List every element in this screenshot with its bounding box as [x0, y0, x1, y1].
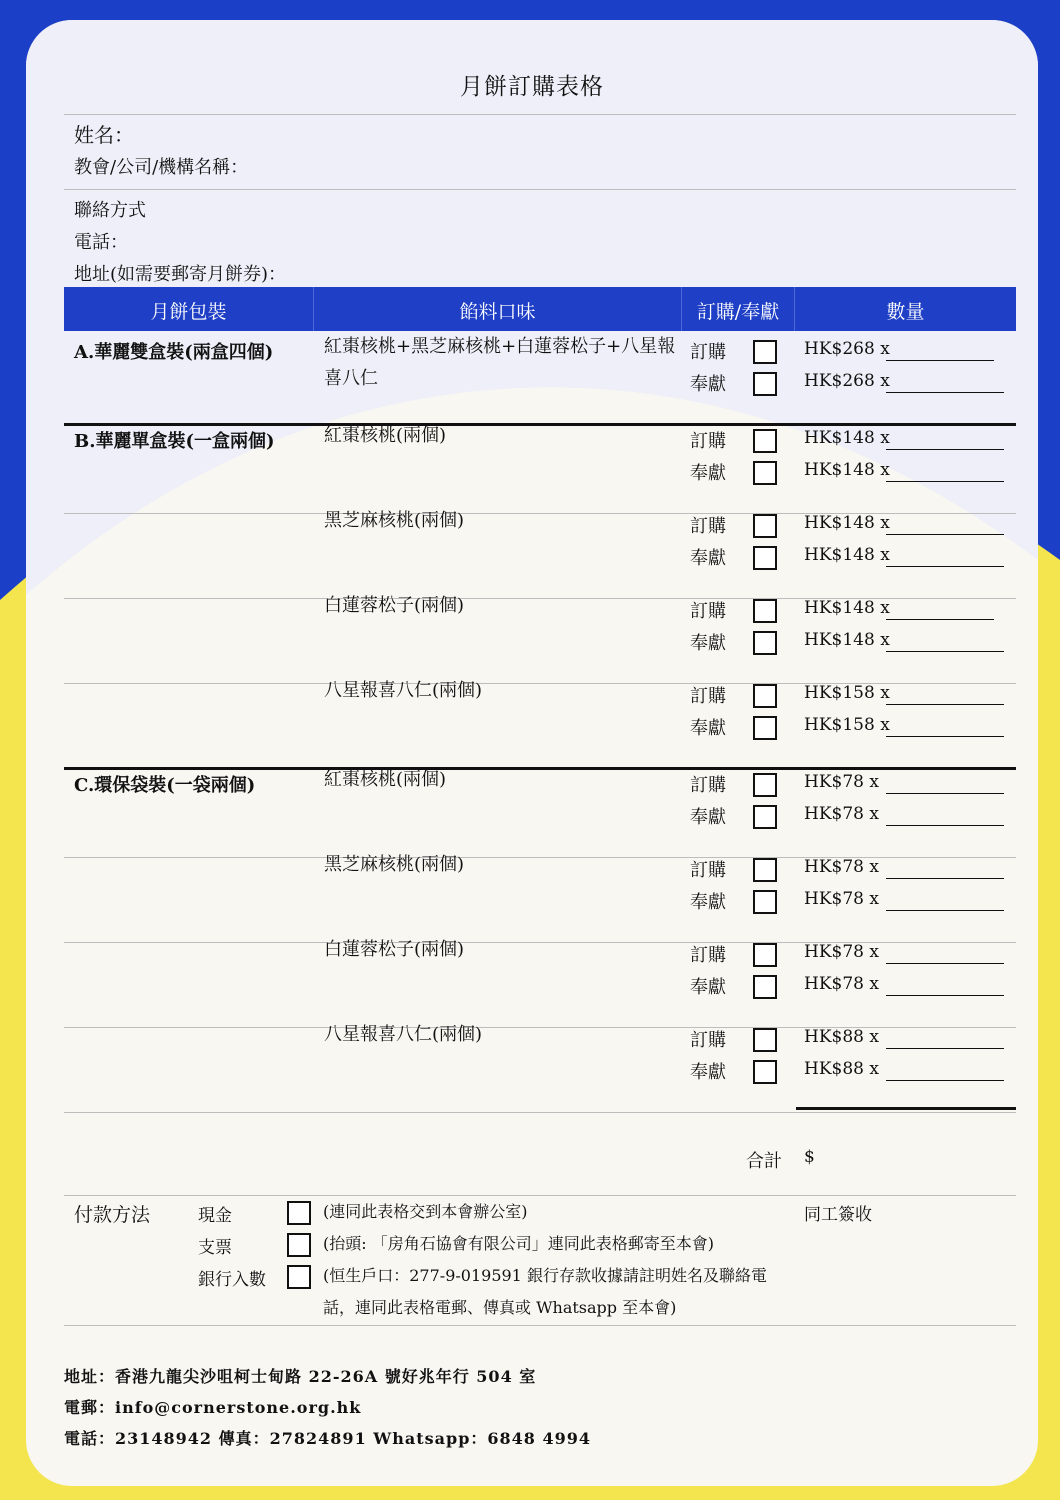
payment-cash-checkbox[interactable] — [287, 1201, 311, 1225]
order-price: HK$78 x — [804, 772, 879, 792]
donate-quantity-line[interactable] — [886, 995, 1004, 996]
divider — [64, 114, 1016, 115]
donate-label: 奉獻 — [690, 892, 726, 913]
package-a-label: A.華麗雙盒裝(兩盒四個) — [74, 342, 274, 363]
flavor-label: 紅棗核桃(兩個) — [324, 425, 447, 446]
donate-price: HK$158 x — [804, 715, 890, 735]
package-c-label: C.環保袋裝(一袋兩個) — [74, 775, 256, 796]
order-price: HK$78 x — [804, 942, 879, 962]
donate-label: 奉獻 — [690, 463, 726, 484]
organization-field-label: 教會/公司/機構名稱： — [74, 157, 249, 178]
donate-label: 奉獻 — [690, 1062, 726, 1083]
header-package: 月餅包裝 — [150, 301, 227, 323]
donate-quantity-line[interactable] — [886, 481, 1004, 482]
payment-method-cash-label: 現金 — [198, 1206, 232, 1226]
order-checkbox[interactable] — [753, 340, 777, 364]
order-label: 訂購 — [690, 860, 726, 881]
donate-price: HK$268 x — [804, 371, 890, 391]
header-quantity: 數量 — [886, 301, 925, 323]
order-quantity-line[interactable] — [886, 360, 994, 361]
row-divider — [64, 1112, 1016, 1113]
order-checkbox[interactable] — [753, 684, 777, 708]
name-field-label: 姓名： — [74, 123, 134, 147]
donate-price: HK$78 x — [804, 804, 879, 824]
donate-quantity-line[interactable] — [886, 566, 1004, 567]
package-b-label: B.華麗單盒裝(一盒兩個) — [74, 431, 275, 452]
order-label: 訂購 — [690, 686, 726, 707]
order-checkbox[interactable] — [753, 429, 777, 453]
total-label: 合計 — [746, 1151, 782, 1172]
staff-signature-label: 同工簽收 — [804, 1205, 872, 1225]
payment-bank-desc: (恒生戶口：277-9-019591 銀行存款收據請註明姓名及聯絡電話，連同此表格電郵、傳真或 Whatsapp 至本會) — [323, 1266, 767, 1317]
order-label: 訂購 — [690, 1030, 726, 1051]
donate-label: 奉獻 — [690, 807, 726, 828]
donate-checkbox[interactable] — [753, 890, 777, 914]
order-quantity-line[interactable] — [886, 793, 1004, 794]
donate-price: HK$148 x — [804, 545, 890, 565]
order-quantity-line[interactable] — [886, 619, 994, 620]
flavor-label: 黑芝麻核桃(兩個) — [324, 854, 465, 875]
order-price: HK$148 x — [804, 513, 890, 533]
donate-label: 奉獻 — [690, 977, 726, 998]
form-title: 月餅訂購表格 — [460, 74, 604, 100]
flavor-label: 紅棗核桃+黑芝麻核桃+白蓮蓉松子+八星報喜八仁 — [324, 336, 676, 389]
order-label: 訂購 — [690, 431, 726, 452]
footer-phones: 電話：23148942 傳真：27824891 Whatsapp：6848 4994 — [64, 1429, 592, 1448]
order-quantity-line[interactable] — [886, 963, 1004, 964]
payment-title: 付款方法 — [74, 1204, 151, 1226]
order-label: 訂購 — [690, 945, 726, 966]
contact-method-label: 聯絡方式 — [74, 200, 146, 221]
order-price: HK$88 x — [804, 1027, 879, 1047]
order-label: 訂購 — [690, 775, 726, 796]
flavor-label: 黑芝麻核桃(兩個) — [324, 510, 465, 531]
order-checkbox[interactable] — [753, 773, 777, 797]
payment-cash-desc: (連同此表格交到本會辦公室) — [323, 1202, 528, 1221]
footer-address: 地址：香港九龍尖沙咀柯士甸路 22-26A 號好兆年行 504 室 — [64, 1367, 537, 1386]
donate-label: 奉獻 — [690, 718, 726, 739]
donate-checkbox[interactable] — [753, 975, 777, 999]
donate-checkbox[interactable] — [753, 716, 777, 740]
footer-email: 電郵：info@cornerstone.org.hk — [64, 1398, 362, 1417]
donate-quantity-line[interactable] — [886, 1080, 1004, 1081]
total-rule — [796, 1107, 1016, 1110]
order-price: HK$78 x — [804, 857, 879, 877]
donate-checkbox[interactable] — [753, 372, 777, 396]
donate-quantity-line[interactable] — [886, 392, 1004, 393]
payment-cheque-checkbox[interactable] — [287, 1233, 311, 1257]
order-quantity-line[interactable] — [886, 1048, 1004, 1049]
donate-price: HK$78 x — [804, 974, 879, 994]
order-quantity-line[interactable] — [886, 704, 1004, 705]
flavor-label: 八星報喜八仁(兩個) — [324, 680, 483, 701]
order-price: HK$268 x — [804, 339, 890, 359]
table-header — [64, 287, 1016, 331]
donate-price: HK$148 x — [804, 460, 890, 480]
donate-quantity-line[interactable] — [886, 825, 1004, 826]
donate-checkbox[interactable] — [753, 1060, 777, 1084]
order-checkbox[interactable] — [753, 599, 777, 623]
donate-quantity-line[interactable] — [886, 736, 1004, 737]
order-quantity-line[interactable] — [886, 449, 1004, 450]
address-field-label: 地址(如需要郵寄月餅券)： — [74, 264, 287, 285]
order-price: HK$158 x — [804, 683, 890, 703]
order-form-paper — [26, 20, 1038, 1486]
donate-price: HK$88 x — [804, 1059, 879, 1079]
phone-field-label: 電話： — [74, 232, 128, 253]
total-value: $ — [804, 1147, 815, 1167]
order-price: HK$148 x — [804, 428, 890, 448]
donate-checkbox[interactable] — [753, 631, 777, 655]
order-checkbox[interactable] — [753, 858, 777, 882]
donate-checkbox[interactable] — [753, 461, 777, 485]
divider — [64, 189, 1016, 190]
payment-method-cheque-label: 支票 — [198, 1238, 232, 1258]
order-quantity-line[interactable] — [886, 878, 1004, 879]
donate-label: 奉獻 — [690, 374, 726, 395]
donate-quantity-line[interactable] — [886, 910, 1004, 911]
order-quantity-line[interactable] — [886, 534, 1004, 535]
donate-checkbox[interactable] — [753, 805, 777, 829]
order-label: 訂購 — [690, 516, 726, 537]
header-flavor: 餡料口味 — [459, 301, 536, 323]
order-checkbox[interactable] — [753, 1028, 777, 1052]
order-checkbox[interactable] — [753, 514, 777, 538]
header-order-donate: 訂購/奉獻 — [696, 301, 780, 323]
flavor-label: 白蓮蓉松子(兩個) — [324, 595, 465, 616]
order-label: 訂購 — [690, 601, 726, 622]
donate-price: HK$148 x — [804, 630, 890, 650]
flavor-label: 白蓮蓉松子(兩個) — [324, 939, 465, 960]
order-checkbox[interactable] — [753, 943, 777, 967]
order-label: 訂購 — [690, 342, 726, 363]
payment-bank-checkbox[interactable] — [287, 1265, 311, 1289]
donate-price: HK$78 x — [804, 889, 879, 909]
donate-checkbox[interactable] — [753, 546, 777, 570]
donate-quantity-line[interactable] — [886, 651, 1004, 652]
donate-label: 奉獻 — [690, 548, 726, 569]
flavor-label: 八星報喜八仁(兩個) — [324, 1024, 483, 1045]
payment-method-bank-label: 銀行入數 — [198, 1270, 266, 1290]
payment-cheque-desc: (抬頭: 「房角石協會有限公司」連同此表格郵寄至本會) — [323, 1234, 714, 1253]
flavor-label: 紅棗核桃(兩個) — [324, 769, 447, 790]
order-price: HK$148 x — [804, 598, 890, 618]
donate-label: 奉獻 — [690, 633, 726, 654]
divider — [64, 1325, 1016, 1326]
